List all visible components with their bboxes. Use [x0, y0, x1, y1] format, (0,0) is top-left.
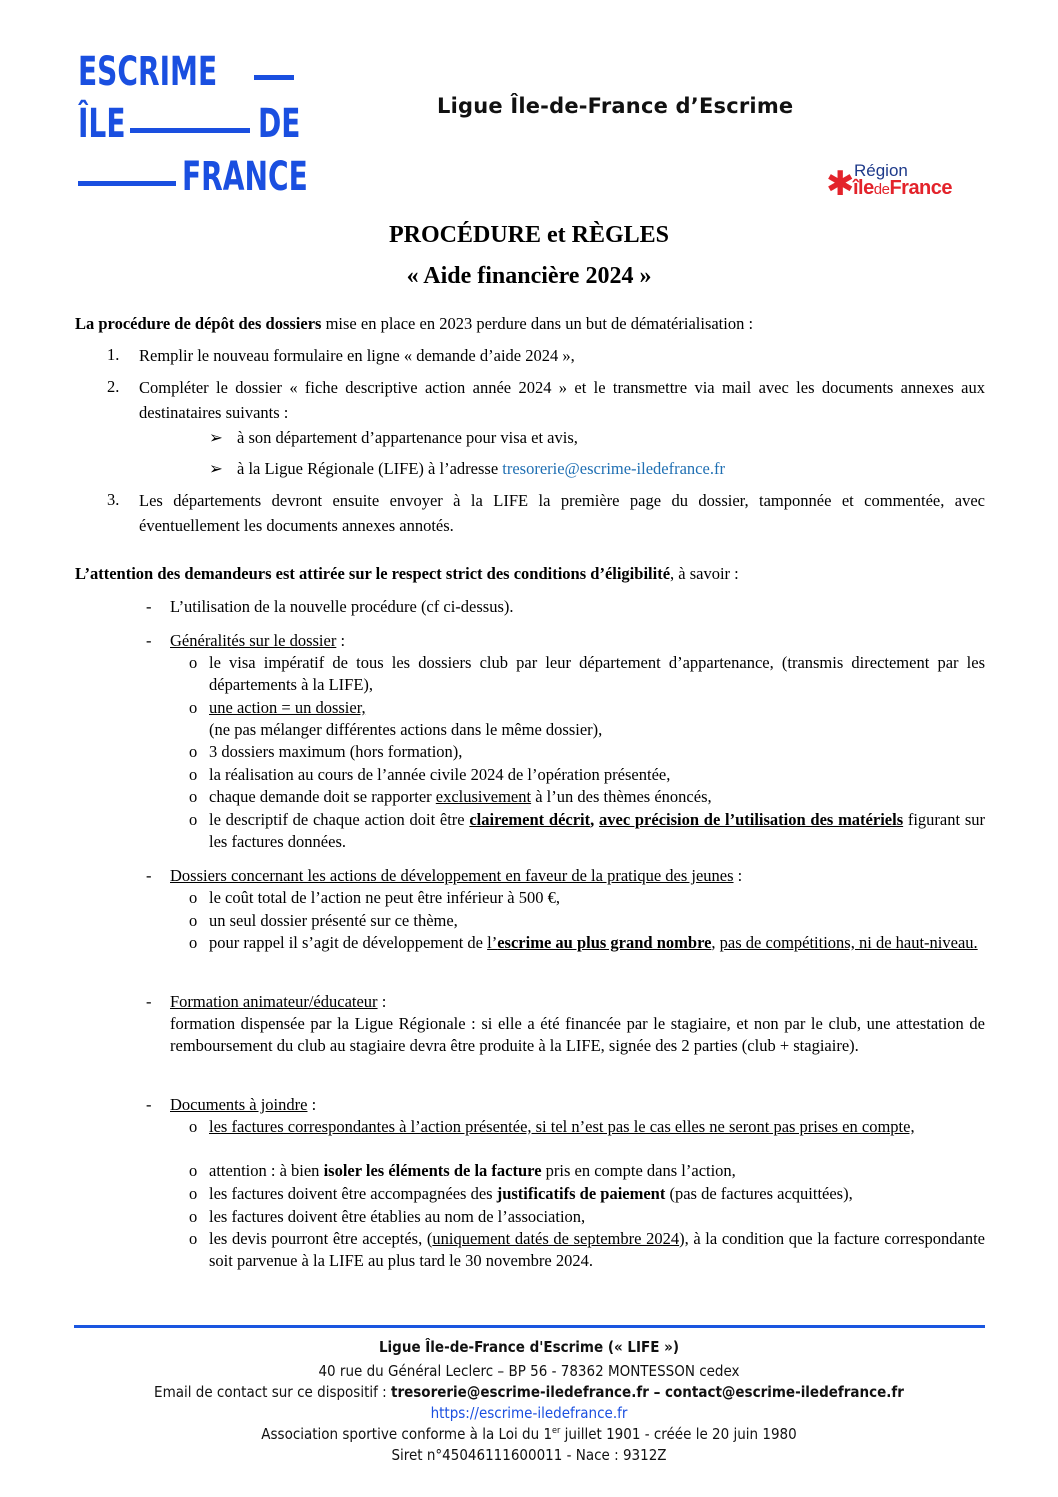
footer-email: [0, 1381, 1058, 1403]
recipient-league-text: à la Ligue Régionale (LIFE) à l’adresse: [237, 459, 503, 478]
desc-u2: avec précision de l’utilisation des matériels: [599, 810, 904, 829]
step-2: Compléter le dossier « fiche descriptive action année 2024 » et le transmettre via mail avec les documents annexes aux destinataires suivants :: [139, 378, 985, 422]
step-number: 2.: [107, 377, 120, 396]
desc-u1: clairement décrit: [469, 810, 591, 829]
desc-sep: ,: [590, 810, 599, 829]
dash-bullet-icon: -: [146, 866, 152, 885]
reminder-a: pour rappel il s’agit de développement de: [209, 933, 488, 952]
idf-france: France: [889, 177, 953, 199]
proof-a: les factures doivent être accompagnées des: [209, 1184, 497, 1203]
youth-single: un seul dossier présenté sur ce thème,: [209, 911, 458, 930]
general-max: 3 dossiers maximum (hors formation),: [209, 742, 463, 761]
documents-heading-text: Documents à joindre: [170, 1095, 308, 1114]
document-subtitle: « Aide financière 2024 »: [406, 263, 652, 289]
quotes-b: ), à la condition que la facture correspondante soit parvenue à la LIFE au plus tard le 30 novembre 2024.: [209, 1229, 985, 1270]
logo-dash-1: [254, 75, 294, 80]
region-idf-logo: [826, 161, 986, 203]
recipient-league: [237, 458, 957, 480]
youth-cost: le coût total de l’action ne peut être inférieur à 500 €,: [209, 888, 560, 907]
idf-wordmark: [853, 177, 952, 200]
dash-bullet-icon: -: [146, 1095, 152, 1114]
colon: :: [733, 866, 743, 885]
proof-c: (pas de factures acquittées),: [665, 1184, 853, 1203]
logo-line-2-right: DE: [258, 101, 301, 147]
red-star-icon: ✱: [826, 164, 855, 204]
training-heading: [170, 991, 985, 1013]
isolate-a: attention : à bien: [209, 1161, 324, 1180]
training-text: formation dispensée par la Ligue Régionale : si elle a été financée par le stagiaire, et non par le club, une attestation de remboursement du club au stagiaire devra être produite à la LIFE, signée des 2 parties (club + stagiaire).: [170, 1014, 985, 1055]
email-sep: –: [648, 1383, 666, 1401]
isolate-b: isoler les éléments de la facture: [323, 1161, 542, 1180]
recipient-department: à son département d’appartenance pour visa et avis,: [237, 428, 578, 447]
footer-website: [0, 1402, 1058, 1424]
circle-bullet-icon: o: [189, 742, 198, 761]
general-heading-text: Généralités sur le dossier: [170, 631, 337, 650]
step-1: Remplir le nouveau formulaire en ligne « demande d’aide 2024 »,: [139, 346, 575, 365]
documents-quotes: [209, 1228, 985, 1272]
law-sup: er: [552, 1426, 561, 1436]
reminder-u2: pas de compétitions, ni de haut-niveau.: [719, 933, 978, 952]
circle-bullet-icon: o: [189, 933, 198, 952]
step-number: 3.: [107, 490, 120, 509]
documents-heading: [170, 1094, 985, 1116]
general-one-action: [209, 697, 985, 741]
intro-paragraph: [75, 313, 985, 335]
law-a: Association sportive conforme à la Loi du 1: [261, 1425, 553, 1443]
website-link[interactable]: https://escrime-iledefrance.fr: [430, 1404, 628, 1422]
logo-line-3: FRANCE: [182, 154, 308, 200]
general-visa: le visa impératif de tous les dossiers club par leur département d’appartenance, (transmis directement par les départements à la LIFE),: [209, 653, 985, 694]
step-number: 1.: [107, 345, 120, 364]
desc-a: le descriptif de chaque action doit être: [209, 810, 470, 829]
circle-bullet-icon: o: [189, 698, 198, 717]
quotes-u: uniquement datés de septembre 2024: [432, 1229, 680, 1248]
intro-bold: La procédure de dépôt des dossiers: [75, 314, 322, 333]
footer-law: [0, 1423, 1058, 1445]
circle-bullet-icon: o: [189, 1117, 198, 1136]
circle-bullet-icon: o: [189, 653, 198, 672]
documents-name: les factures doivent être établies au nom de l’association,: [209, 1207, 586, 1226]
step-3: Les départements devront ensuite envoyer à la LIFE la première page du dossier, tamponnée et commentée, avec éventuellement les documents annexes annotés.: [139, 491, 985, 535]
one-action-text: une action = un dossier,: [209, 698, 366, 717]
theme-a: chaque demande doit se rapporter: [209, 787, 436, 806]
youth-heading: [170, 865, 985, 887]
law-b: juillet 1901 - créée le 20 juin 1980: [560, 1425, 797, 1443]
general-heading: [170, 630, 985, 652]
circle-bullet-icon: o: [189, 1184, 198, 1203]
isolate-c: pris en compte dans l’action,: [541, 1161, 736, 1180]
one-action-note: (ne pas mélanger différentes actions dans le même dossier),: [209, 720, 603, 739]
documents-invoices: les factures correspondantes à l’action présentée, si tel n’est pas le cas elles ne seront pas prises en compte,: [209, 1117, 915, 1136]
circle-bullet-icon: o: [189, 765, 198, 784]
circle-bullet-icon: o: [189, 787, 198, 806]
colon: :: [336, 631, 346, 650]
email-label: Email de contact sur ce dispositif :: [154, 1383, 391, 1401]
proof-b: justificatifs de paiement: [496, 1184, 666, 1203]
circle-bullet-icon: o: [189, 888, 198, 907]
general-theme: [209, 786, 985, 808]
idf-ile: île: [853, 177, 874, 199]
footer-email-contact-link[interactable]: contact@escrime-iledefrance.fr: [665, 1383, 904, 1401]
reminder-u1: l’: [487, 933, 498, 952]
theme-u: exclusivement: [435, 787, 532, 806]
circle-bullet-icon: o: [189, 911, 198, 930]
quotes-a: les devis pourront être acceptés, (: [209, 1229, 433, 1248]
documents-isolate: [209, 1160, 985, 1182]
training-heading-text: Formation animateur/éducateur: [170, 992, 378, 1011]
colon: :: [307, 1095, 317, 1114]
youth-reminder: [209, 932, 985, 954]
circle-bullet-icon: o: [189, 1229, 198, 1248]
idf-de: de: [873, 181, 890, 198]
general-year: la réalisation au cours de l’année civile 2024 de l’opération présentée,: [209, 765, 671, 784]
circle-bullet-icon: o: [189, 810, 198, 829]
footer-address: 40 rue du Général Leclerc – BP 56 - 78362 MONTESSON cedex: [318, 1362, 740, 1380]
circle-bullet-icon: o: [189, 1207, 198, 1226]
eligibility-paragraph: [75, 563, 985, 585]
colon: :: [377, 992, 387, 1011]
arrow-bullet-icon: ➢: [209, 459, 223, 478]
footer-org: Ligue Île-de-France d'Escrime (« LIFE »): [378, 1338, 680, 1356]
dash-bullet-icon: -: [146, 992, 152, 1011]
dash-bullet-icon: -: [146, 631, 152, 650]
logo-dash-2: [130, 128, 250, 133]
logo-line-1: ESCRIME: [78, 49, 218, 95]
treasury-email-link[interactable]: tresorerie@escrime-iledefrance.fr: [502, 459, 725, 478]
general-description: [209, 809, 985, 853]
escrime-idf-logo: [78, 49, 308, 200]
footer-divider: [74, 1325, 985, 1328]
youth-heading-text: Dossiers concernant les actions de développement en faveur de la pratique des jeunes: [170, 866, 734, 885]
region-word: Région: [854, 161, 908, 180]
league-title: Ligue Île-de-France d’Escrime: [437, 94, 794, 118]
circle-bullet-icon: o: [189, 1161, 198, 1180]
logo-line-2-left: ÎLE: [78, 101, 126, 147]
eligibility-rest: , à savoir :: [670, 564, 739, 583]
dash-bullet-icon: -: [146, 597, 152, 616]
footer-email-treasury-link[interactable]: tresorerie@escrime-iledefrance.fr: [391, 1383, 649, 1401]
logo-dash-3: [78, 181, 176, 186]
reminder-ub: escrime au plus grand nombre: [497, 933, 712, 952]
procedure-item: L’utilisation de la nouvelle procédure (cf ci-dessus).: [170, 597, 514, 616]
arrow-bullet-icon: ➢: [209, 428, 223, 447]
intro-rest: mise en place en 2023 perdure dans un but de dématérialisation :: [321, 314, 754, 333]
reminder-sep: ,: [711, 933, 720, 952]
theme-b: à l’un des thèmes énoncés,: [531, 787, 712, 806]
document-title: PROCÉDURE et RÈGLES: [388, 222, 670, 248]
documents-proof: [209, 1183, 985, 1205]
eligibility-bold: L’attention des demandeurs est attirée sur le respect strict des conditions d’éligibilité: [75, 564, 671, 583]
footer-siret: Siret n°45046111600011 - Nace : 9312Z: [391, 1446, 667, 1464]
desc-b: figurant sur les factures données.: [209, 810, 985, 851]
